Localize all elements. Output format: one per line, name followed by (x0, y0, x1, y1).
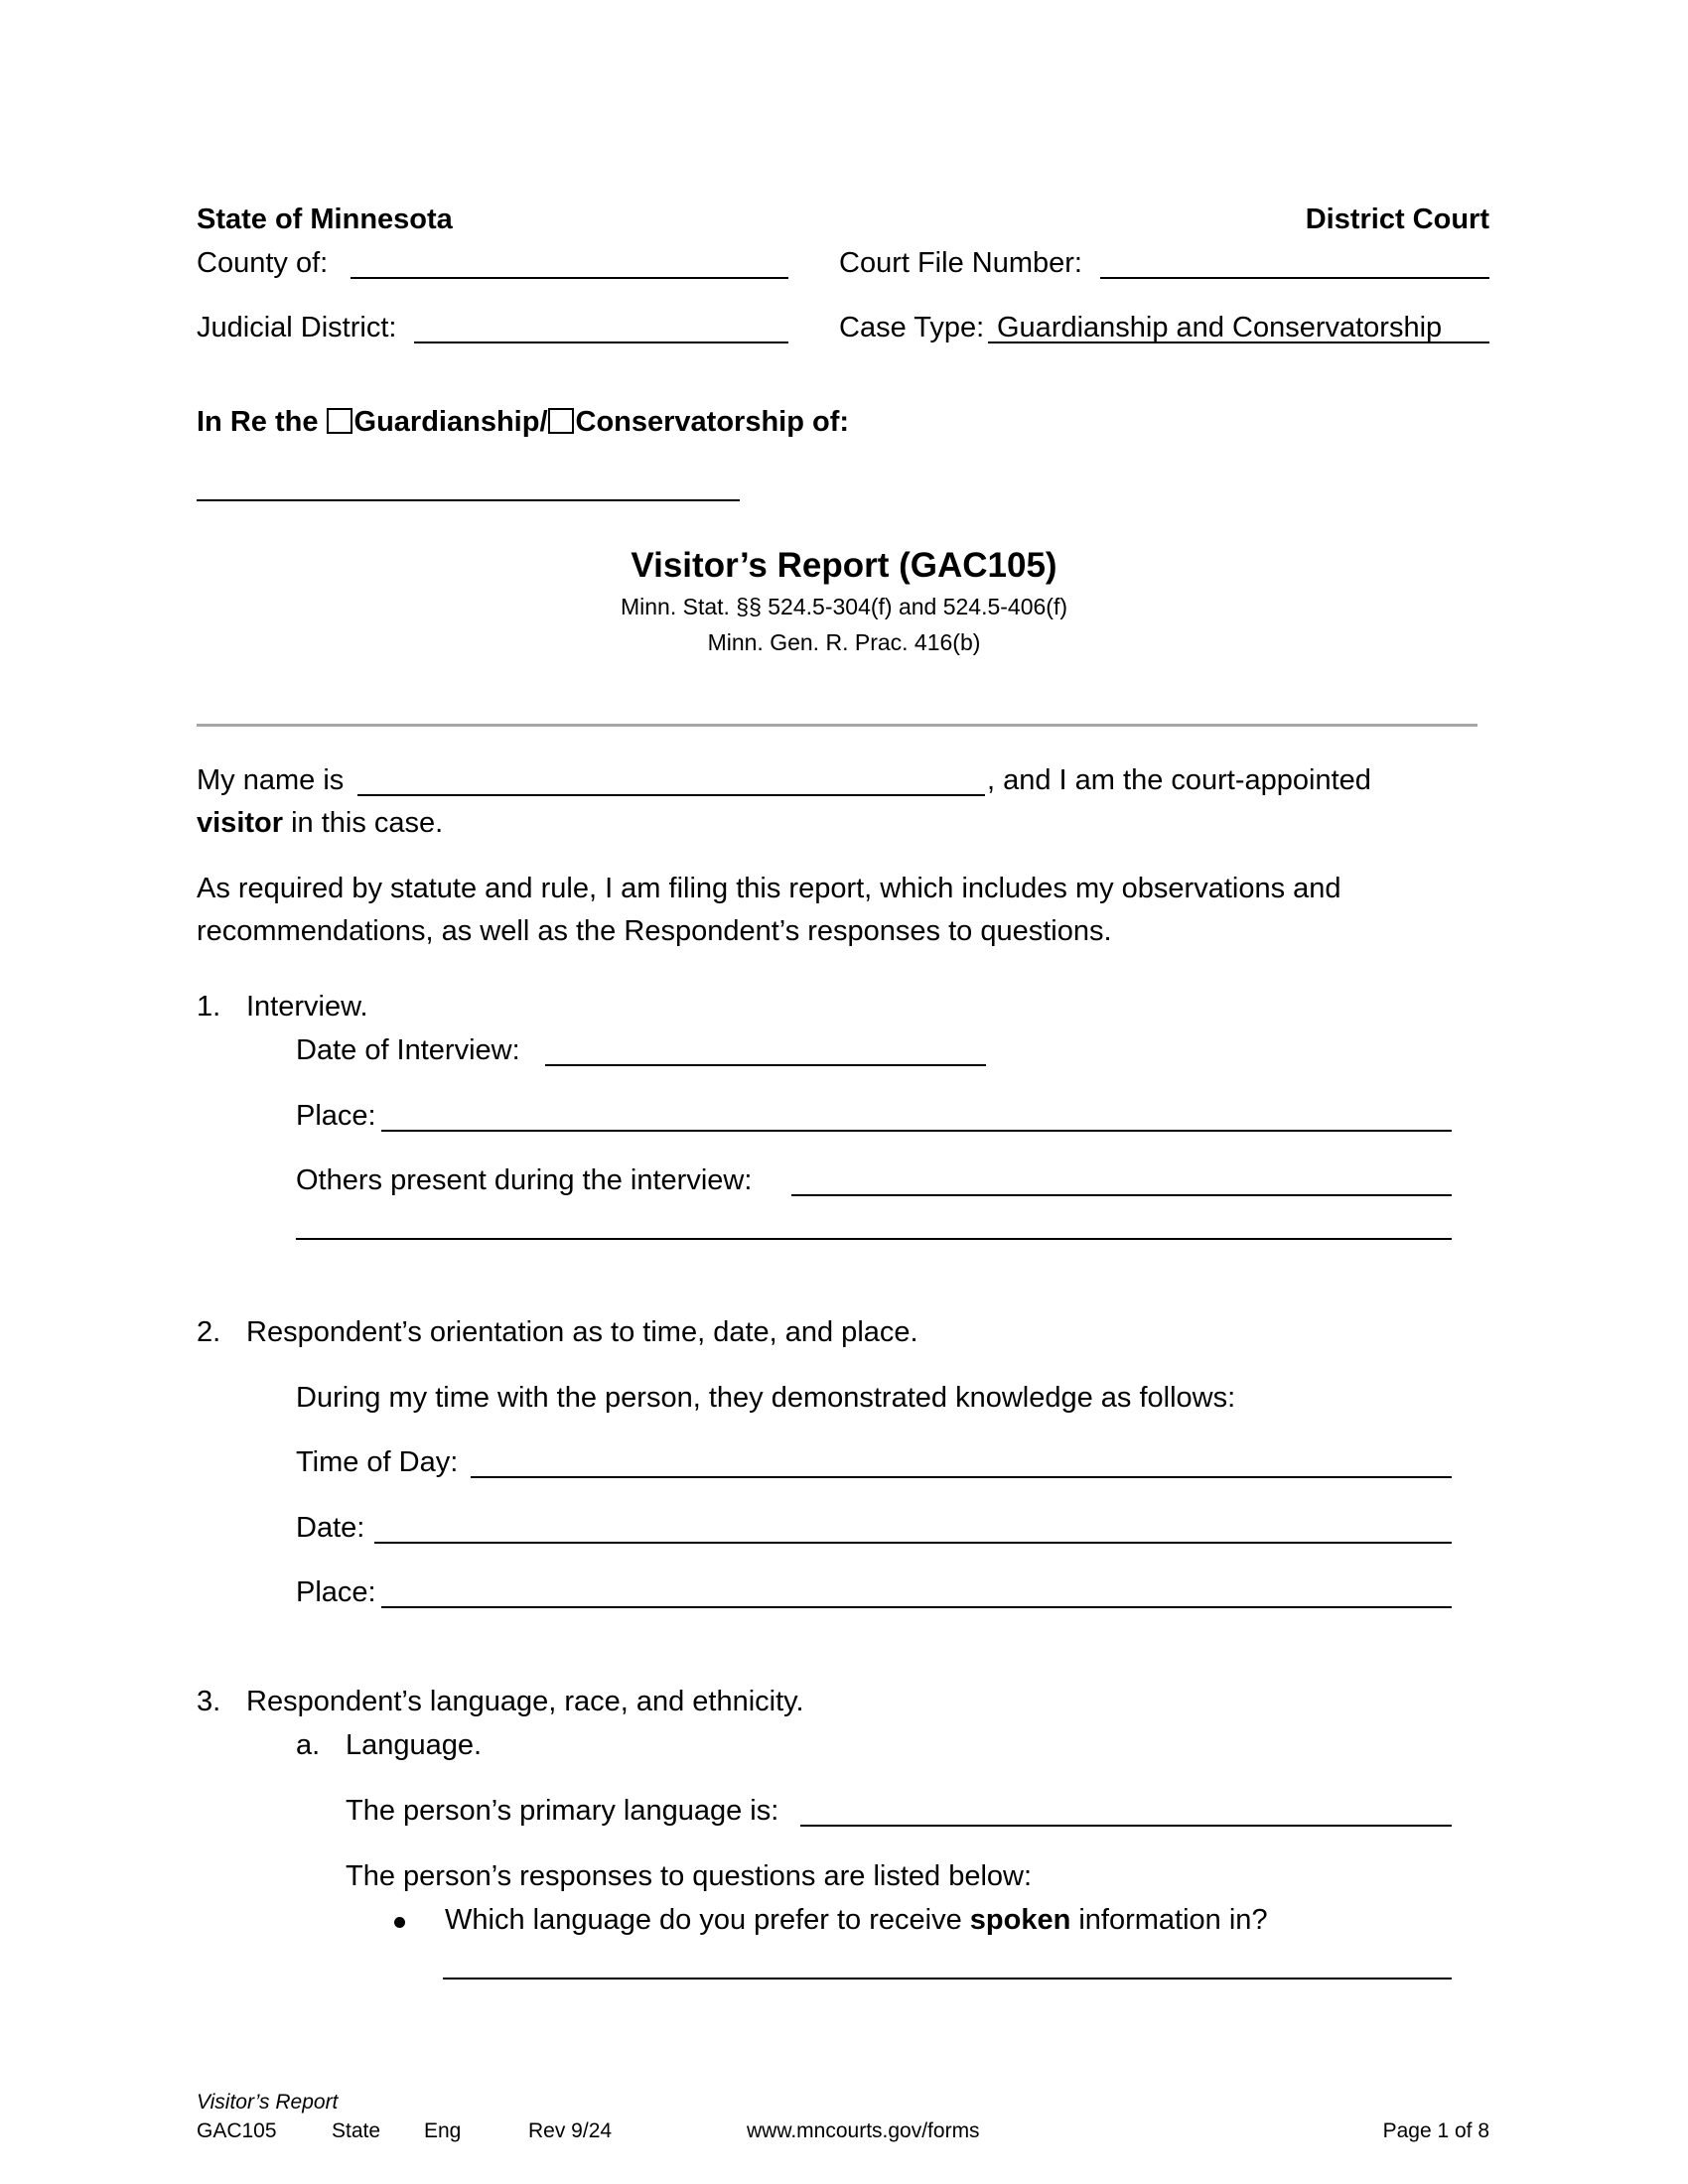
visitor-word: visitor (197, 807, 284, 839)
orientation-date-field[interactable] (374, 1542, 1452, 1544)
footer-revision: Rev 9/24 (528, 2119, 613, 2142)
in-re-line (197, 408, 849, 437)
court-file-field[interactable] (1100, 277, 1489, 279)
footer-page-number: Page 1 of 8 (1382, 2119, 1489, 2142)
section-3-heading: Respondent’s language, race, and ethnicity. (246, 1686, 804, 1717)
county-field[interactable] (351, 277, 788, 279)
responses-intro: The person’s responses to questions are listed below: (346, 1860, 1033, 1892)
case-type-underline (988, 341, 1489, 343)
court-heading: District Court (1305, 204, 1489, 235)
orientation-intro: During my time with the person, they demonstrated knowledge as follows: (296, 1382, 1236, 1414)
orientation-place-field[interactable] (381, 1606, 1452, 1608)
judicial-district-label: Judicial District: (197, 312, 397, 343)
spoken-language-question (445, 1906, 1268, 1935)
conservatorship-checkbox[interactable] (548, 408, 574, 434)
subsection-a-heading: Language. (346, 1729, 483, 1761)
interview-date-label: Date of Interview: (296, 1034, 520, 1066)
section-2-number: 2. (197, 1316, 221, 1348)
name-prefix: My name is (197, 764, 345, 796)
time-of-day-field[interactable] (471, 1476, 1452, 1478)
county-label: County of: (197, 247, 329, 279)
primary-language-label: The person’s primary language is: (346, 1795, 779, 1827)
visitor-name-field[interactable] (357, 794, 985, 796)
orientation-date-label: Date: (296, 1512, 365, 1544)
section-1-number: 1. (197, 991, 221, 1023)
case-type-value: Guardianship and Conservatorship (997, 312, 1443, 343)
others-present-field[interactable] (791, 1194, 1452, 1196)
section-1-heading: Interview. (246, 991, 368, 1023)
judicial-district-field[interactable] (414, 341, 788, 343)
rule-citation: Minn. Gen. R. Prac. 416(b) (707, 629, 981, 655)
interview-place-field[interactable] (381, 1130, 1452, 1132)
section-3-number: 3. (197, 1686, 221, 1717)
footer-code: GAC105 (197, 2119, 277, 2142)
orientation-place-label: Place: (296, 1576, 376, 1608)
time-of-day-label: Time of Day: (296, 1446, 459, 1478)
footer-jurisdiction: State (332, 2119, 381, 2142)
intro-paragraph-line-1: As required by statute and rule, I am filing this report, which includes my observations and (197, 873, 1341, 904)
intro-line-2-rest: in this case. (283, 807, 444, 839)
interview-date-field[interactable] (545, 1064, 986, 1066)
others-present-label: Others present during the interview: (296, 1164, 753, 1196)
conservatorship-label: Conservatorship of: (575, 406, 850, 438)
others-present-field-line-2[interactable] (296, 1238, 1452, 1240)
question-suffix: information in? (1070, 1904, 1268, 1936)
intro-paragraph-line-2: recommendations, as well as the Respondent’s responses to questions. (197, 915, 1112, 947)
interview-place-label: Place: (296, 1100, 376, 1132)
spoken-language-answer-field[interactable] (443, 1978, 1452, 1979)
title-divider (197, 724, 1477, 727)
section-2-heading: Respondent’s orientation as to time, date, and place. (246, 1316, 918, 1348)
question-prefix: Which language do you prefer to receive (445, 1904, 970, 1936)
case-type-label: Case Type: (839, 312, 985, 343)
footer-url[interactable]: www.mncourts.gov/forms (747, 2119, 980, 2142)
intro-line-2 (197, 809, 443, 838)
footer-language: Eng (424, 2119, 462, 2142)
statute-citation: Minn. Stat. §§ 524.5-304(f) and 524.5-406(f) (620, 594, 1068, 619)
state-heading: State of Minnesota (197, 204, 453, 235)
footer-form-title: Visitor’s Report (197, 2091, 339, 2114)
primary-language-field[interactable] (800, 1825, 1452, 1827)
guardianship-checkbox[interactable] (327, 408, 352, 434)
in-re-prefix: In Re the (197, 406, 319, 438)
subsection-a-letter: a. (296, 1729, 321, 1761)
court-file-label: Court File Number: (839, 247, 1082, 279)
form-title: Visitor’s Report (GAC105) (631, 546, 1057, 585)
respondent-name-field[interactable] (197, 499, 740, 501)
question-bold-word: spoken (969, 1904, 1071, 1936)
guardianship-label: Guardianship/ (353, 406, 548, 438)
name-suffix: , and I am the court-appointed (987, 764, 1371, 796)
bullet-icon (394, 1917, 405, 1928)
